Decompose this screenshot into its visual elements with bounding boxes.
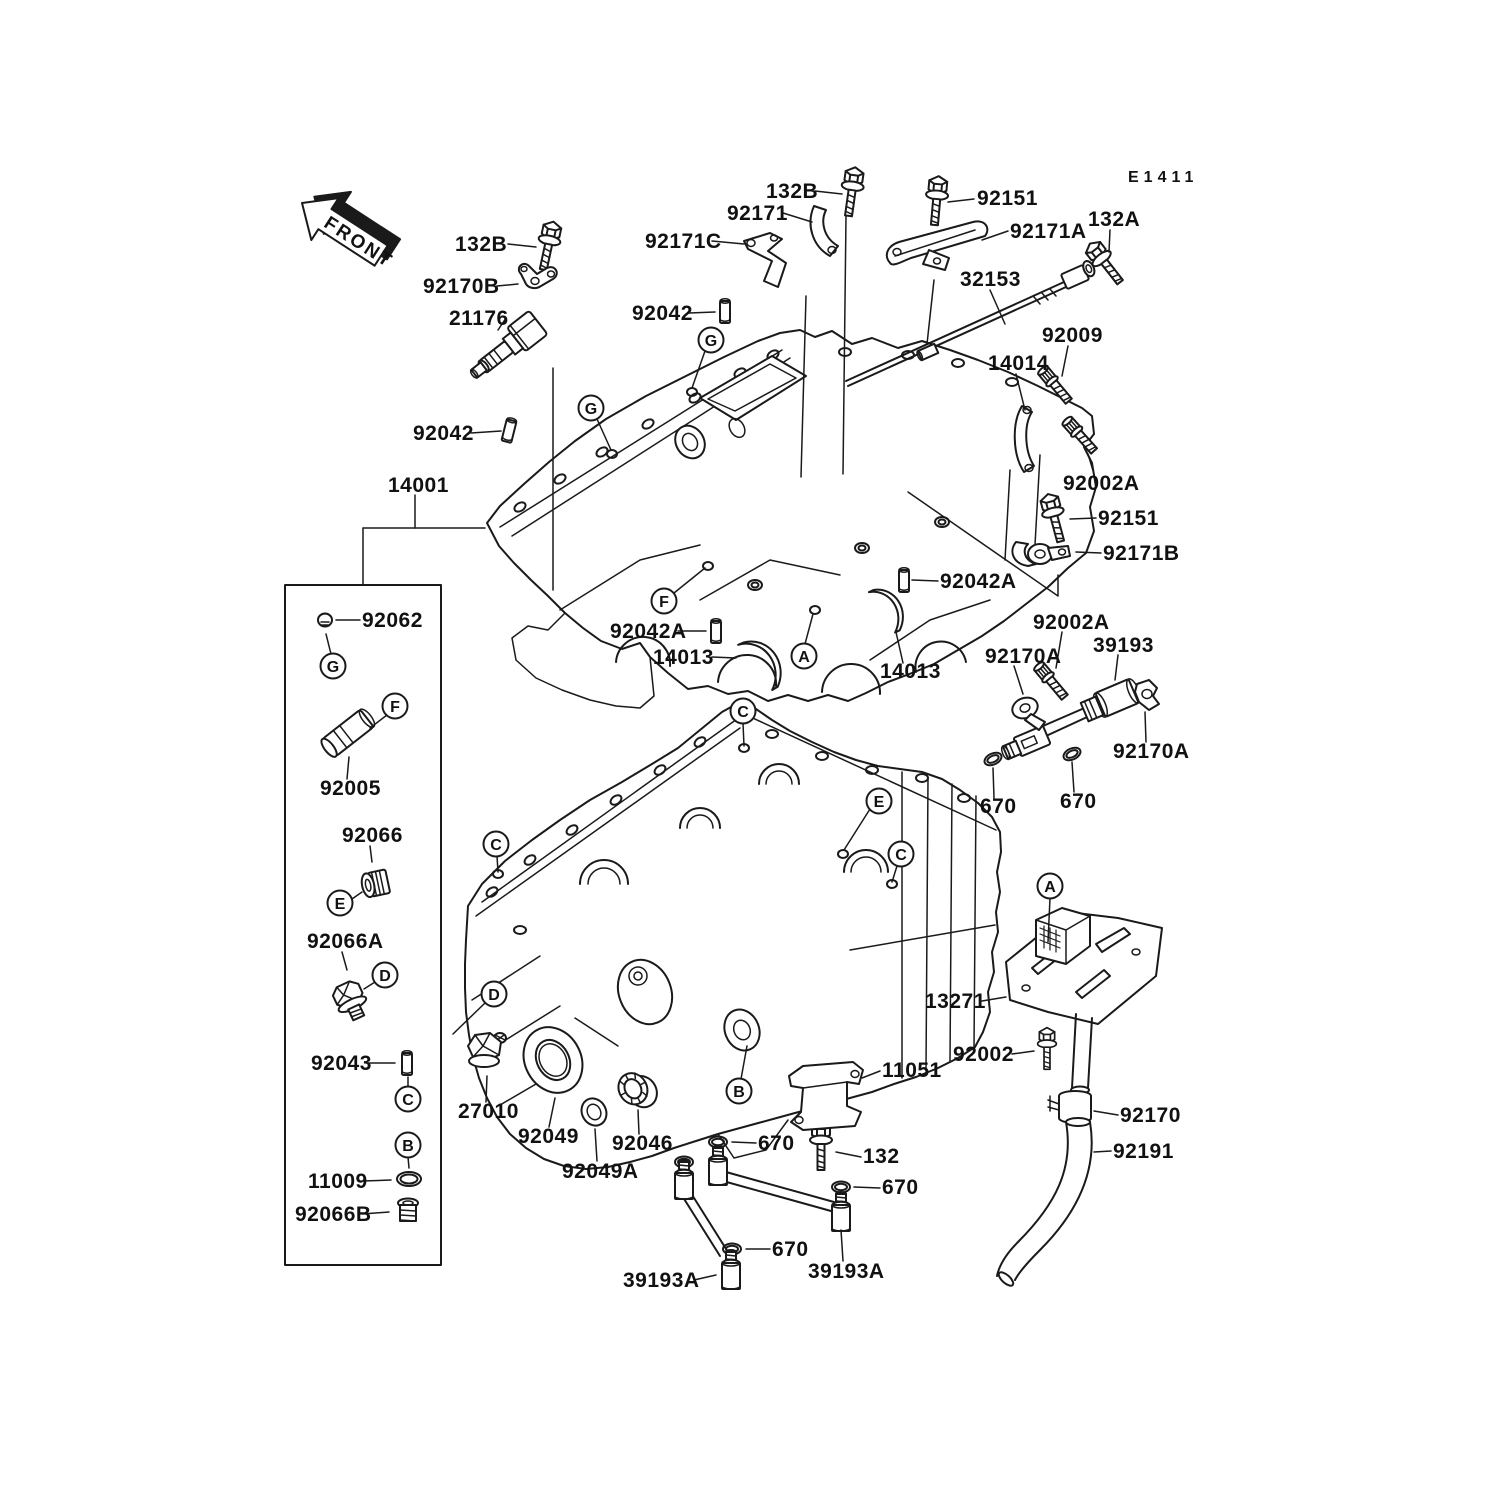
leader-39193a-right [841, 1230, 843, 1261]
leader-92170 [1094, 1111, 1118, 1115]
part-label-39193a-left: 39193A [623, 1269, 700, 1292]
leader-92009 [1062, 346, 1068, 376]
callout-f-12 [383, 694, 408, 719]
leader-92042-left [471, 431, 501, 433]
callout-g-0 [699, 328, 724, 353]
part-dowel-92042-center [720, 299, 730, 323]
leader-92170a-right [1145, 712, 1146, 742]
parts-group-box [285, 585, 441, 1265]
callout-leader-6 [497, 856, 498, 872]
callout-leader-12 [370, 715, 387, 728]
leader-670-1 [993, 768, 994, 798]
svg-text:D: D [379, 968, 391, 985]
part-clamp-92171 [811, 206, 838, 256]
callout-b-9 [727, 1079, 752, 1104]
leader-132a [1109, 230, 1110, 252]
part-label-27010: 27010 [458, 1100, 519, 1123]
part-label-92062: 92062 [362, 609, 423, 632]
part-label-670-4: 670 [882, 1176, 919, 1199]
callout-leader-11 [326, 634, 331, 654]
part-label-92171: 92171 [727, 202, 788, 225]
callout-c-7 [889, 842, 914, 867]
part-label-670-3: 670 [758, 1132, 795, 1155]
part-plug-92005 [319, 707, 377, 759]
svg-text:C: C [737, 704, 749, 721]
part-oring-11009 [397, 1172, 421, 1186]
part-plug-92066b [398, 1199, 418, 1222]
part-label-14001: 14001 [388, 474, 449, 497]
part-oring-670-4 [832, 1182, 850, 1193]
callout-e-5 [867, 789, 892, 814]
part-label-92042a-bottom: 92042A [610, 620, 687, 643]
part-label-92066b: 92066B [295, 1203, 372, 1226]
part-plug-92066a [329, 978, 372, 1024]
callout-c-4 [731, 699, 756, 724]
callout-b-16 [396, 1133, 421, 1158]
part-label-92170a-right: 92170A [1113, 740, 1190, 763]
leader-39193 [1115, 655, 1118, 680]
front-label: FRONT [320, 212, 397, 273]
part-oil-pipe-39193a-1 [709, 1146, 850, 1231]
part-bolt-92002 [1038, 1028, 1057, 1070]
part-label-92066: 92066 [342, 824, 403, 847]
part-label-92002: 92002 [953, 1043, 1014, 1066]
part-bracket-92170b [519, 264, 557, 288]
svg-text:E: E [873, 794, 885, 811]
leader-92042a-right [912, 580, 938, 581]
svg-text:C: C [490, 837, 502, 854]
svg-text:D: D [488, 987, 500, 1004]
leader-92170b [497, 284, 518, 286]
leader-92151-top [948, 199, 974, 202]
leader-92005 [347, 757, 349, 779]
callout-a-3 [792, 644, 817, 669]
callout-leader-4 [743, 723, 744, 746]
part-dowel-92042-left [501, 417, 517, 443]
leader-92151-mid [1070, 518, 1096, 519]
part-label-92171a: 92171A [1010, 220, 1087, 243]
part-bolt-132b-top [838, 166, 867, 218]
part-label-92042-center: 92042 [632, 302, 693, 325]
part-label-14013-left: 14013 [653, 646, 714, 669]
leader-670-2 [1072, 762, 1074, 792]
callout-leader-14 [364, 982, 375, 989]
part-plug-92066 [360, 869, 390, 898]
part-label-14013-right: 14013 [880, 660, 941, 683]
part-label-21176: 21176 [449, 307, 509, 330]
part-label-11051: 11051 [882, 1059, 942, 1082]
leader-92046 [638, 1110, 639, 1134]
leader-670-3 [732, 1142, 756, 1143]
part-label-92170b: 92170B [423, 275, 500, 298]
svg-text:A: A [798, 649, 810, 666]
part-label-92002a-top: 92002A [1063, 472, 1140, 495]
part-label-92191: 92191 [1113, 1140, 1174, 1163]
part-label-132b-top: 132B [766, 180, 819, 203]
callout-g-11 [321, 654, 346, 679]
leader-132b-top [815, 191, 842, 194]
part-label-92042a-right: 92042A [940, 570, 1017, 593]
callout-a-10 [1038, 874, 1063, 899]
svg-text:F: F [659, 594, 669, 611]
callout-c-6 [484, 832, 509, 857]
svg-text:G: G [584, 401, 598, 418]
part-label-92046: 92046 [612, 1132, 673, 1155]
svg-text:B: B [402, 1138, 414, 1155]
leader-14013-left [712, 657, 736, 658]
part-oring-670-2 [1062, 745, 1083, 763]
part-label-670-1: 670 [980, 795, 1017, 818]
part-label-92151-mid: 92151 [1098, 507, 1159, 530]
part-dowel-92043 [402, 1051, 412, 1075]
leader-27010 [486, 1076, 487, 1102]
part-label-11009: 11009 [308, 1170, 368, 1193]
leader-92191 [1094, 1151, 1111, 1152]
callout-c-15 [396, 1087, 421, 1112]
callout-f-2 [652, 589, 677, 614]
part-label-92005: 92005 [320, 777, 381, 800]
svg-text:B: B [733, 1084, 745, 1101]
part-bolt-132b-left [532, 219, 564, 272]
svg-text:E: E [334, 896, 346, 913]
leader-92170a-left [1014, 666, 1023, 694]
part-screw-92062 [318, 614, 332, 627]
part-label-92170: 92170 [1120, 1104, 1181, 1127]
leader-92002 [1012, 1051, 1034, 1054]
callout-leader-13 [352, 892, 362, 899]
svg-text:A: A [1044, 879, 1056, 896]
svg-text:C: C [402, 1092, 414, 1109]
part-label-92002a-mid: 92002A [1033, 611, 1110, 634]
part-breather-plate-13271 [1006, 908, 1162, 1094]
part-label-132b-left: 132B [455, 233, 508, 256]
part-label-39193: 39193 [1093, 634, 1154, 657]
part-label-92049: 92049 [518, 1125, 579, 1148]
part-clamp-92171a [887, 221, 988, 270]
part-bracket-92171c [744, 233, 786, 287]
part-bracket-92170a-right [1135, 680, 1159, 710]
leader-670-4 [854, 1187, 880, 1188]
part-label-92151-top: 92151 [977, 187, 1038, 210]
part-label-132a: 132A [1088, 208, 1141, 231]
leader-132b-left [508, 244, 536, 247]
callout-e-13 [328, 891, 353, 916]
leader-132 [836, 1152, 861, 1157]
svg-text:C: C [895, 847, 907, 864]
part-label-92171b: 92171B [1103, 542, 1180, 565]
callout-leader-16 [408, 1157, 409, 1168]
part-oring-670-1 [983, 750, 1004, 768]
part-label-92009: 92009 [1042, 324, 1103, 347]
part-label-670-5: 670 [772, 1238, 809, 1261]
svg-text:G: G [704, 333, 718, 350]
diagram-code: E1411 [1128, 169, 1199, 186]
svg-text:F: F [390, 699, 400, 716]
part-label-92042-left: 92042 [413, 422, 474, 445]
leader-92171b [1076, 552, 1101, 553]
callout-g-1 [579, 396, 604, 421]
part-label-132: 132 [863, 1145, 900, 1168]
part-label-670-2: 670 [1060, 790, 1097, 813]
part-label-92170a-left: 92170A [985, 645, 1062, 668]
part-dowel-92042a-right [899, 568, 909, 592]
front-direction-arrow [288, 173, 412, 284]
aux-line-5 [927, 280, 934, 344]
part-label-32153: 32153 [960, 268, 1021, 291]
svg-text:G: G [326, 659, 340, 676]
part-dowel-92042a-bottom [711, 619, 721, 643]
part-label-13271: 13271 [925, 990, 986, 1013]
part-bolt-92151-top [923, 175, 949, 226]
callout-d-14 [373, 963, 398, 988]
part-label-92049a: 92049A [562, 1160, 639, 1183]
part-label-92043: 92043 [311, 1052, 372, 1075]
part-label-92066a: 92066A [307, 930, 384, 953]
part-bracket-92170a-left [1009, 694, 1045, 730]
part-label-14014: 14014 [988, 352, 1049, 375]
part-label-92171c: 92171C [645, 230, 722, 253]
leader-92066a [342, 952, 347, 970]
part-hose-92191 [997, 1118, 1092, 1288]
part-label-39193a-right: 39193A [808, 1260, 885, 1283]
leader-92066 [370, 846, 372, 862]
callout-d-8 [482, 982, 507, 1007]
